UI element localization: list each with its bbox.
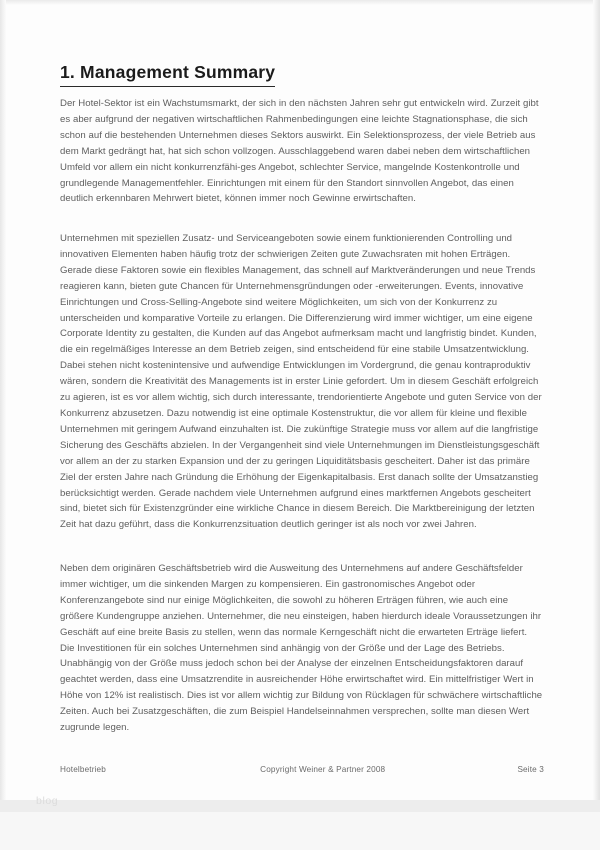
page-footer (60, 765, 544, 774)
page-edge-left (0, 0, 6, 850)
footer-copyright: Copyright Weiner & Partner 2008 (260, 765, 386, 774)
body-paragraph: Der Hotel-Sektor ist ein Wachstumsmarkt, der sich in den nächsten Jahren sehr gut entwickeln wird. Zurzeit gibt es aber aufgrund der negativen wirtschaftlichen Rahmenbedingungen eine leichte Stagnationsphase, die sich schon auf die bestehenden Unternehmen dieses Sektors auswirkt. Ein Selektionsprozess, der viele Betrieb aus dem Markt gedrängt hat, hat sich schon vollzogen. Ausschlaggebend waren dabei neben dem wirtschaftlichen Umfeld vor allem ein nicht konkurrenzfähi-ges Angebot, schlechter Service, mangelnde Kostenkontrolle und grundlegende Managementfehler. Einrichtungen mit einem für den Standort sinnvollen Angebot, das einen deutlich erkennbaren Mehrwert bietet, können immer noch Gewinne erwirtschaften. (60, 98, 539, 205)
page-edge-bottom-fill (0, 812, 600, 850)
page-edge-bottom-band (0, 800, 600, 812)
footer-document-name: Hotelbetrieb (60, 765, 106, 774)
watermark-label: blog (36, 795, 59, 807)
page-edge-top (0, 0, 600, 5)
body-paragraph: Unternehmen mit speziellen Zusatz- und Serviceangeboten sowie einem funktionierenden Controlling und innovativen Elementen haben häufig trotz der schwierigen Zeiten gute Zuwachsraten mit hohen Erträgen. Gerade diese Faktoren sowie ein flexibles Management, das schnell auf Marktveränderungen und neue Trends reagieren kann, bieten gute Chancen für Unternehmensgründungen oder -erweiterungen. Events, innovative Einrichtungen und Cross-Selling-Angebote sind weitere Möglichkeiten, um sich von der Konkurrenz zu unterscheiden und komparative Vorteile zu erlangen. Die Differenzierung wird immer wichtiger, um eine eigene Corporate Identity zu gestalten, die Kunden auf das Angebot aufmerksam macht und langfristig bindet. Kunden, die ein regelmäßiges Interesse an dem Betrieb zeigen, sind entscheidend für eine stabile Umsatzentwicklung. Dabei stehen nicht kostenintensive und aufwendige Entwicklungen im Vordergrund, die genau kontraproduktiv wären, sondern die Kreativität des Managements ist in erster Linie gefordert. Um in diesem Geschäft erfolgreich zu agieren, ist es vor allem wichtig, sich durch interessante, trendorientierte Angebote und guten Service von der Konkurrenz abzusetzen. Dazu notwendig ist eine optimale Kostenstruktur, die vor allem für kleine und flexible Unternehmen mit geringem Aufwand einzuhalten ist. Die zukünftige Strategie muss vor allem auf die langfristige Sicherung des Geschäfts abzielen. In der Vergangenheit sind viele Unternehmungen im Dienstleistungsgeschäft vor allem an der zu starken Expansion und der zu geringen Liquiditätsbasis gescheitert. Daher ist das primäre Ziel der ersten Jahre nach Gründung die Erhöhung der Eigenkapitalbasis. Erst danach sollte der Umsatzanstieg berücksichtigt werden. Gerade nachdem viele Unternehmen aufgrund eines marktfernen Angebots gescheitert sind, bietet sich für Existenzgründer eine wirkliche Chance in diesem Bereich. Die Marktbereinigung der letzten Zeit hat dazu geführt, dass die Konkurrenzsituation deutlich geringer ist als noch vor zwei Jahren. (60, 233, 542, 531)
page-edge-right (593, 0, 600, 850)
page-title: 1. Management Summary (60, 62, 275, 87)
footer-page-number: Seite 3 (517, 765, 544, 774)
body-paragraph: Neben dem originären Geschäftsbetrieb wird die Ausweitung des Unternehmens auf andere Geschäftsfelder immer wichtiger, um die sinkenden Margen zu kompensieren. Ein gastronomisches Angebot oder Konferenzangebote sind nur einige Möglichkeiten, die sowohl zu höheren Erträgen führen, wie auch eine größere Kundengruppe anziehen. Unternehmer, die neu einsteigen, haben hierdurch ideale Voraussetzungen ihr Geschäft auf eine breite Basis zu stellen, wenn das normale Kerngeschäft nicht die erwarteten Erträge liefert. Die Investitionen für ein solches Unternehmen sind anhängig von der Größe und der Lage des Betriebs. Unabhängig von der Größe muss jedoch schon bei der Analyse der einzelnen Entscheidungsfaktoren darauf geachtet werden, dass eine Umsatzrendite in ausreichender Höhe erwirtschaftet wird. Ein mittelfristiger Wert in Höhe von 12% ist realistisch. Dies ist vor allem wichtig zur Bildung von Rücklagen für schwächere wirtschaftliche Zeiten. Auch bei Zusatzgeschäften, die zum Beispiel Handelseinnahmen versprechen, sollte man diesen Wert zugrunde legen. (60, 563, 543, 734)
